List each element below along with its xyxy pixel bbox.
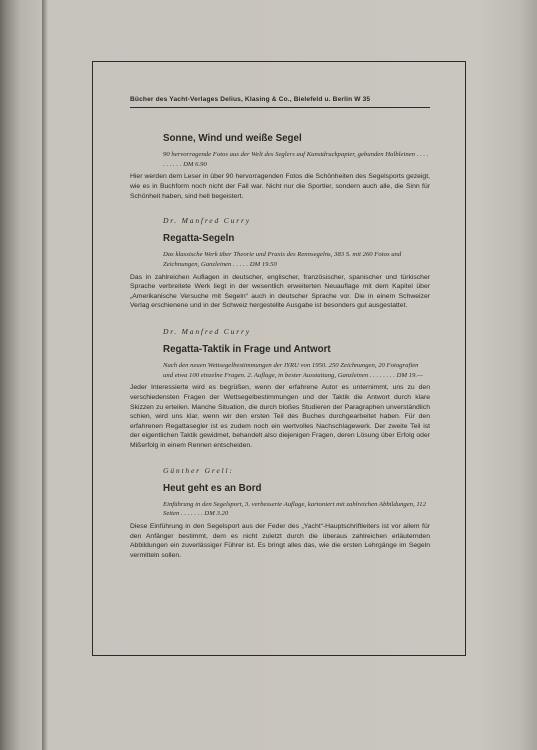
book-title: Regatta-Segeln: [163, 233, 235, 245]
book-description: Das in zahlreichen Auflagen in deutscher, englischer, französischer, spanischer und türkischer Sprache verbreitete Werk liegt in der wesentlich erweiterten Neuauflage mit dem Kapitel über „Amerikanische Versuche mit Segeln“ auch in deutscher Sprache vor. Die in einem Schweizer Verlag erschienene und in der Schweiz hergestellte Ausgabe ist besonders gut ausgestattet.: [130, 273, 430, 310]
book-entry-heut-geht-es-an-bord: [130, 466, 430, 561]
book-title: Heut geht es an Bord: [163, 482, 262, 494]
book-entry-regatta-segeln: [130, 216, 430, 311]
book-details: 90 hervorragende Fotos aus der Welt des Seglers auf Kunstdruckpapier, gebunden Halbleinen . . . . . . . . . . DM 6.90: [163, 151, 429, 168]
book-entry-sonne-wind: [130, 133, 430, 201]
spine-shadow: [42, 0, 48, 750]
book-title: Regatta-Taktik in Frage und Antwort: [163, 343, 331, 355]
book-details: Einführung in den Segelsport, 3. verbesserte Auflage, kartoniert mit zahlreichen Abbildungen, 112 Seiten . . . . . . . DM 3.20: [163, 500, 426, 518]
advertisement-content: [130, 96, 430, 560]
book-description: Diese Einführung in den Segelsport aus der Feder des „Yacht“-Hauptschriftleiters ist vor allem für den Anfänger bestimmt, dem es nicht zuletzt durch die überaus zahlreichen erläuternden Abbildungen ein zuverlässiger Führer ist. Es bringt alles das, wie die ersten Lehrgänge im Segeln vermitteln sollen.: [130, 522, 430, 559]
book-entry-regatta-taktik: [130, 327, 430, 451]
book-description: Jeder Interessierte wird es begrüßen, wenn der erfahrene Autor es unternimmt, uns zu den verschiedensten Fragen der Wettsegelbestimmungen und der Taktik die Antwort durch klare Skizzen zu erteilen. Manche Situation, die durch bloßes Studieren der Paragraphen unverständlich schien, wird uns klar, wenn wir den ersten Teil des Buches durchgearbeitet haben. Für den erfahrenen Regattasegler ist es zudem noch ein wertvolles Nachschlagewerk. Der zweite Teil ist der eigentlichen Taktik gewidmet, behandelt also diejenigen Fragen, deren Lösung über Erfolg oder Mißerfolg in einem Rennen entscheiden.: [130, 384, 430, 449]
book-author: Dr. Manfred Curry: [163, 326, 251, 336]
book-details: Das klassische Werk über Theorie und Praxis des Rennsegelns, 383 S. mit 260 Fotos und Zeichnungen, Ganzleinen . . . . . DM 19.50: [163, 251, 402, 268]
book-author: Dr. Manfred Curry: [163, 216, 251, 226]
book-description: Hier werden dem Leser in über 90 hervorragenden Fotos die Schönheiten des Segelsports gezeigt, wie es in Buchform noch nicht der Fall war. Nicht nur die Sportler, sondern auch alle, die Sinn für Schönheit haben, sind hell begeistert.: [130, 173, 430, 200]
book-title: Sonne, Wind und weiße Segel: [163, 133, 302, 144]
book-details: Nach den neuen Wettsegelbestimmungen der IYRU von 1950. 250 Zeichnungen, 20 Fotografien und etwa 100 einzelne Fragen. 2. Auflage, in bester Ausstattung, Ganzleinen . . . . . . . . DM 19.—: [163, 361, 423, 379]
publisher-header: Bücher des Yacht-Verlages Delius, Klasing & Co., Bielefeld u. Berlin W 35: [130, 96, 430, 108]
book-author: Günther Grell:: [163, 465, 234, 475]
